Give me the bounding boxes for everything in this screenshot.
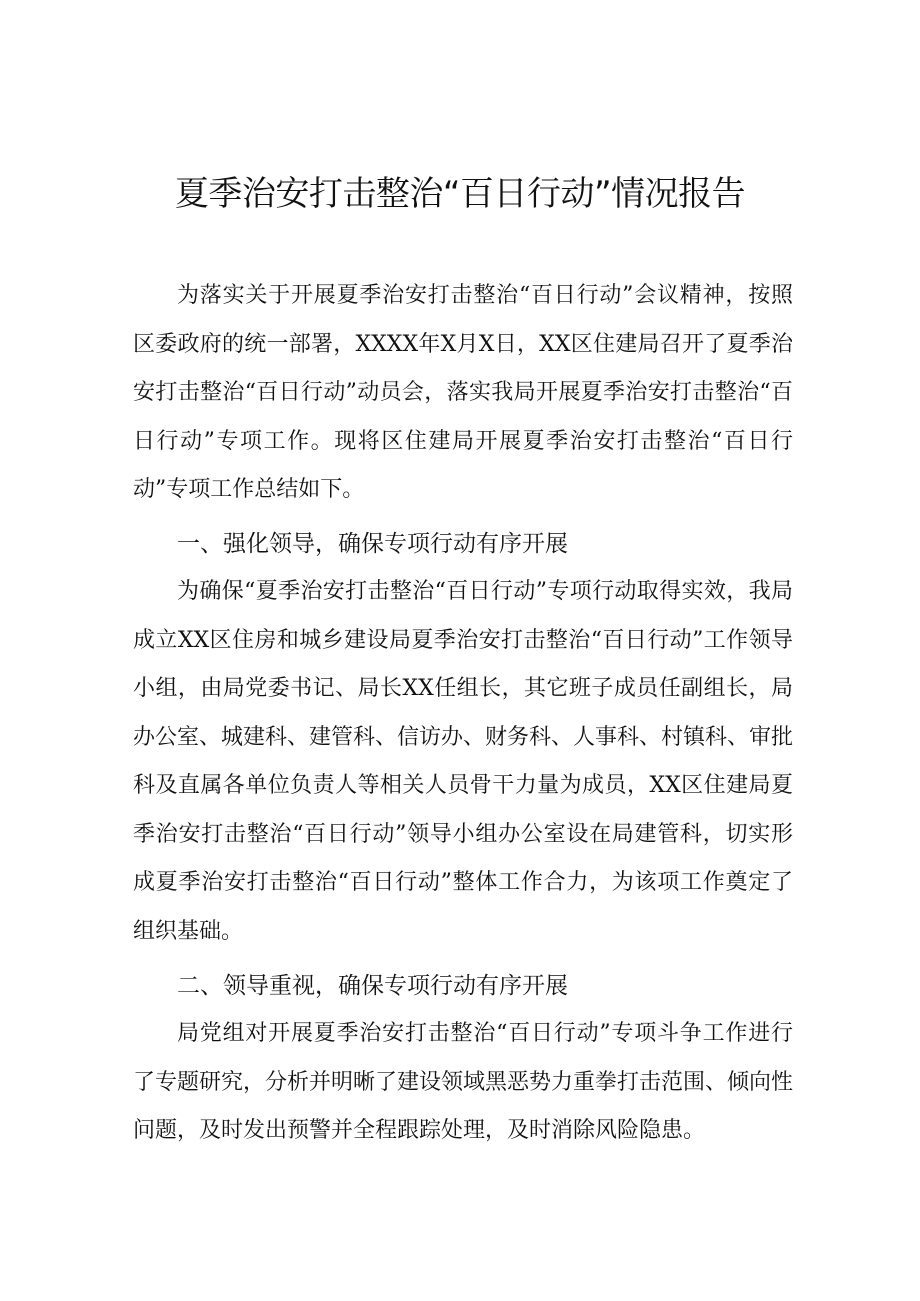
paragraph-intro: 为落实关于开展夏季治安打击整治“百日行动”会议精神，按照区委政府的统一部署，XXXX年X月X日，XX区住建局召开了夏季治安打击整治“百日行动”动员会，落实我局开展夏季治安打击整治“百日行动”专项工作。现将区住建局开展夏季治安打击整治“百日行动”专项工作总结如下。 [133, 283, 793, 502]
section-heading-1: 一、强化领导，确保专项行动有序开展 [177, 531, 568, 557]
document-title: 夏季治安打击整治“百日行动”情况报告 [174, 174, 746, 214]
section-heading-2: 二、领导重视，确保专项行动有序开展 [177, 973, 568, 999]
paragraph-section-2: 局党组对开展夏季治安打击整治“百日行动”专项斗争工作进行了专题研究，分析并明晰了建设领域黑恶势力重拳打击范围、倾向性问题，及时发出预警并全程跟踪处理，及时消除风险隐患。 [133, 1021, 794, 1143]
paragraph-section-1: 为确保“夏季治安打击整治“百日行动”专项行动取得实效，我局成立XX区住房和城乡建设局夏季治安打击整治“百日行动”工作领导小组，由局党委书记、局长XX任组长，其它班子成员任副组长，局办公室、城建科、建管科、信访办、财务科、人事科、村镇科、审批科及直属各单位负责人等相关人员骨干力量为成员，XX区住建局夏季治安打击整治“百日行动”领导小组办公室设在局建管科，切实形成夏季治安打击整治“百日行动”整体工作合力，为该项工作奠定了组织基础。 [133, 579, 794, 944]
